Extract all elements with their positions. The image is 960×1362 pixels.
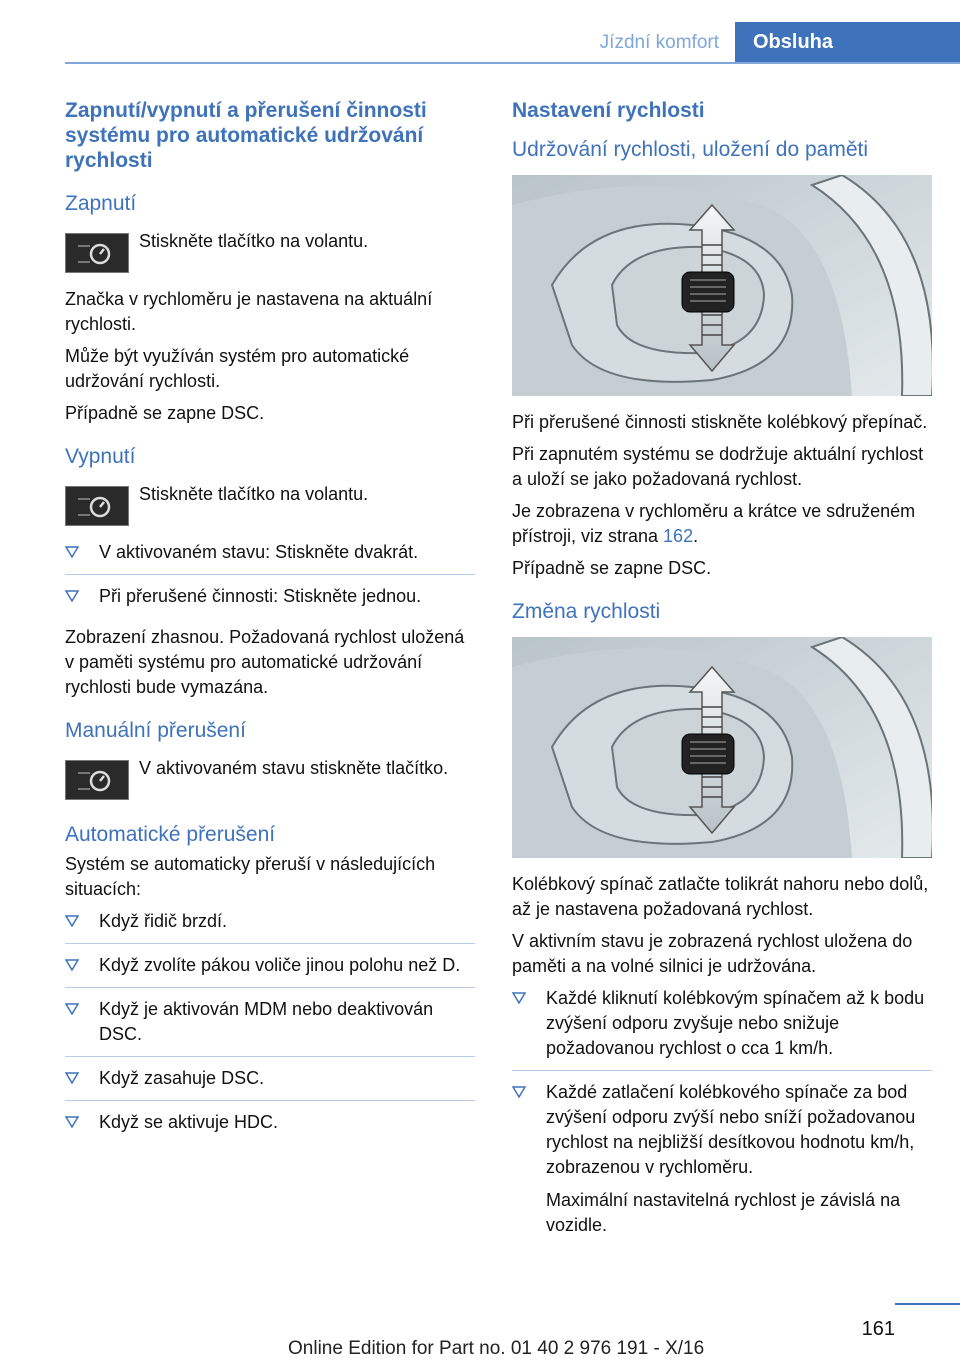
button-text-manual: V aktivovaném stavu stiskněte tlačítko. [139, 758, 449, 778]
text-on-1: Značka v rychloměru je nastavena na aktuální rychlosti. [65, 289, 433, 334]
list-item: V aktivovaném stavu: Stiskněte dvakrát. [65, 540, 475, 575]
triangle-bullet-icon [65, 959, 79, 971]
page-reference-link[interactable]: 162 [663, 526, 694, 546]
triangle-bullet-icon [65, 1003, 79, 1015]
header-chapter: Obsluha [735, 22, 960, 62]
list-item-note: Maximální nastavitelná rychlost je závislá na vozidle. [546, 1190, 901, 1235]
heading-off: Vypnutí [65, 445, 136, 468]
button-row-on [65, 229, 475, 273]
right-column [512, 98, 932, 1254]
text-on-3: Případně se zapne DSC. [65, 403, 265, 423]
text-on-2: Může být využíván systém pro automatické udržování rychlosti. [65, 346, 410, 391]
heading-change: Změna rychlosti [512, 600, 661, 623]
steering-wheel-rocker-illustration [512, 175, 932, 396]
list-item: Když se aktivuje HDC. [65, 1110, 475, 1144]
button-text-off: Stiskněte tlačítko na volantu. [139, 484, 369, 504]
list-item: Každé kliknutí kolébkovým spínačem až k bodu zvýšení odporu zvyšuje nebo snižuje požadovanou rychlost o cca 1 km/h. [512, 986, 932, 1071]
list-item: Když zasahuje DSC. [65, 1066, 475, 1101]
text-store-3: Je zobrazena v rychloměru a krátce ve sdruženém přístroji, viz strana 162. [512, 501, 916, 546]
triangle-bullet-icon [65, 1072, 79, 1084]
triangle-bullet-icon [65, 546, 79, 558]
footer-rule [895, 1303, 960, 1305]
section-title-right: Nastavení rychlosti [512, 99, 705, 122]
text-change-1: Kolébkový spínač zatlačte tolikrát nahoru nebo dolů, až je nastavena požadovaná rychlost. [512, 874, 929, 919]
steering-wheel-rocker-illustration [512, 637, 932, 858]
auto-list [65, 909, 475, 1144]
heading-store: Udržování rychlosti, uložení do paměti [512, 138, 869, 161]
heading-manual: Manuální přerušení [65, 719, 246, 742]
triangle-bullet-icon [512, 992, 526, 1004]
triangle-bullet-icon [65, 1116, 79, 1128]
heading-on: Zapnutí [65, 192, 137, 215]
button-text-on: Stiskněte tlačítko na volantu. [139, 231, 369, 251]
triangle-bullet-icon [65, 590, 79, 602]
button-row-off [65, 482, 475, 526]
change-list [512, 986, 932, 1247]
edition-footer: Online Edition for Part no. 01 40 2 976 191 - X/16 [288, 1338, 705, 1359]
list-item: Když zvolíte pákou voliče jinou polohu než D. [65, 953, 475, 988]
list-item: Každé zatlačení kolébkového spínače za bod zvýšení odporu zvýší nebo sníží požadovanou rychlost na nejbližší desítkovou hodnotu km/h, zobrazenou v rychloměru. Maximální nastavitelná rychlost je závislá na vozidle. [512, 1080, 932, 1247]
button-row-manual [65, 756, 475, 800]
off-list [65, 540, 475, 618]
text-change-2: V aktivním stavu je zobrazená rychlost uložena do paměti a na volné silnici je udržována. [512, 931, 913, 976]
list-item: Při přerušené činnosti: Stiskněte jednou. [65, 584, 475, 618]
cruise-control-button-icon [65, 760, 129, 800]
left-column [65, 98, 475, 1151]
section-title-left: Zapnutí/vypnutí a přerušení činnosti systému pro automatické udržování rychlosti [65, 99, 427, 172]
text-off-1: Zobrazení zhasnou. Požadovaná rychlost uložená v paměti systému pro automatické udržování rychlosti bude vymazána. [65, 627, 465, 697]
triangle-bullet-icon [65, 915, 79, 927]
text-store-2: Při zapnutém systému se dodržuje aktuální rychlost a uloží se jako požadovaná rychlost. [512, 444, 924, 489]
text-store-4: Případně se zapne DSC. [512, 558, 712, 578]
header-rule [65, 62, 960, 64]
heading-auto: Automatické přerušení [65, 823, 276, 846]
page-number: 161 [861, 1318, 895, 1340]
text-auto-1: Systém se automaticky přeruší v následujících situacích: [65, 854, 436, 899]
triangle-bullet-icon [512, 1086, 526, 1098]
list-item: Když je aktivován MDM nebo deaktivován DSC. [65, 997, 475, 1057]
cruise-control-button-icon [65, 233, 129, 273]
cruise-control-button-icon [65, 486, 129, 526]
header-section: Jízdní komfort [599, 32, 719, 53]
list-item: Když řidič brzdí. [65, 909, 475, 944]
text-store-1: Při přerušené činnosti stiskněte kolébkový přepínač. [512, 412, 928, 432]
